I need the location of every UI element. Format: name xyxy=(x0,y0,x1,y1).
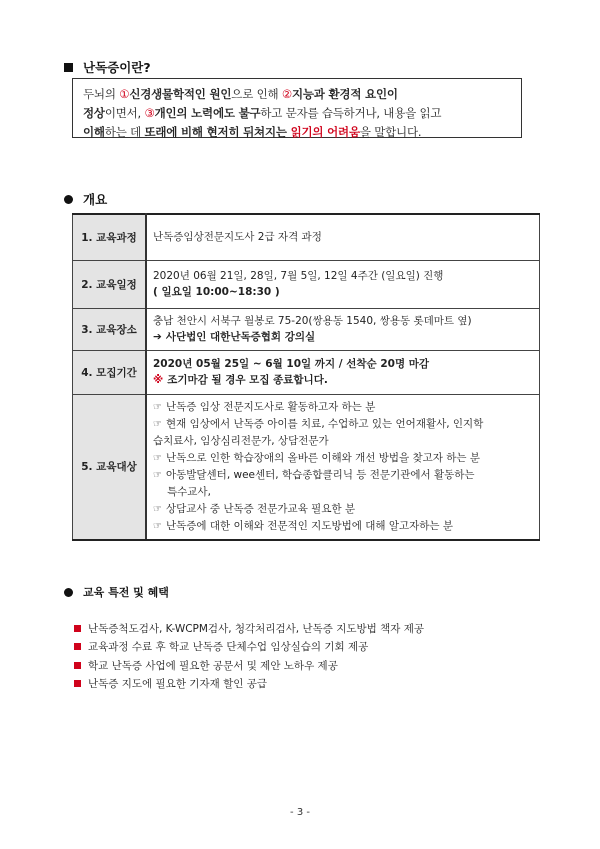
target-text: 상담교사 중 난독증 전문가교육 필요한 분 xyxy=(165,502,356,515)
def-bold-text: 개인의 노력에도 불구 xyxy=(154,106,261,120)
row-value xyxy=(146,308,540,350)
target-text: 난독증에 대한 이해와 전문적인 지도방법에 대해 알고자하는 분 xyxy=(165,519,454,532)
target-text: 난독으로 인한 학습장애의 올바른 이해와 개선 방법을 찾고자 하는 분 xyxy=(165,451,481,464)
value-text: 조기마감 될 경우 모집 종료합니다. xyxy=(167,374,328,386)
benefits-title-text: 교육 특전 및 혜택 xyxy=(83,586,169,599)
definition-title-text: 난독증이란? xyxy=(83,60,151,75)
pointing-hand-icon: ☞ xyxy=(153,469,162,481)
def-bold-text: 또래에 비해 현저히 뒤쳐지는 xyxy=(144,125,291,139)
definition-box xyxy=(72,78,522,138)
target-text: 난독증 임상 전문지도사로 활동하고자 하는 분 xyxy=(165,400,376,413)
target-text-continued: 특수교사, xyxy=(167,485,211,498)
target-item xyxy=(153,450,533,467)
pointing-hand-icon: ☞ xyxy=(153,452,162,464)
benefits-list xyxy=(74,619,424,693)
overview-title-text: 개요 xyxy=(83,192,108,207)
value-line-with-arrow xyxy=(153,329,533,345)
definition-line-3 xyxy=(83,123,511,142)
table-row xyxy=(73,214,540,260)
target-item xyxy=(153,518,533,535)
def-bold-text: 이해 xyxy=(83,125,105,139)
def-text: 두뇌의 xyxy=(83,87,120,101)
row-value xyxy=(146,350,540,394)
row-header: 5. 교육대상 xyxy=(73,394,147,540)
target-item xyxy=(153,467,533,484)
value-line: 난독증임상전문지도사 2급 자격 과정 xyxy=(153,231,322,244)
red-square-bullet-icon xyxy=(74,625,81,632)
row-value xyxy=(146,394,540,540)
def-text: 하는 데 xyxy=(104,125,145,139)
def-bold-text: 지능과 환경적 요인이 xyxy=(291,87,398,101)
benefit-text: 난독증척도검사, K-WCPM검사, 청각처리검사, 난독증 지도방법 책자 제공 xyxy=(88,622,425,635)
definition-section-title xyxy=(64,58,151,76)
target-text-continued: 습치료사, 임상심리전문가, 상담전문가 xyxy=(153,434,329,447)
black-circle-bullet-icon xyxy=(64,195,73,204)
def-bold-text: 신경생물학적인 원인 xyxy=(129,87,232,101)
list-item xyxy=(74,619,424,638)
def-text: 하고 문자를 습득하거나, 내용을 읽고 xyxy=(260,106,442,120)
red-square-bullet-icon xyxy=(74,680,81,687)
pointing-hand-icon: ☞ xyxy=(153,401,162,413)
row-header: 2. 교육일정 xyxy=(73,260,147,308)
value-line: 2020년 06월 21일, 28일, 7월 5일, 12일 4주간 (일요일) 진행 xyxy=(153,270,444,282)
table-row xyxy=(73,350,540,394)
red-square-bullet-icon xyxy=(74,662,81,669)
list-item xyxy=(74,656,424,675)
def-bold-text: 정상 xyxy=(83,106,105,120)
def-highlight-text: 읽기의 어려움 xyxy=(290,125,360,139)
black-square-bullet-icon xyxy=(64,63,73,72)
pointing-hand-icon: ☞ xyxy=(153,418,162,430)
overview-section-title xyxy=(64,190,107,208)
row-value xyxy=(146,214,540,260)
right-arrow-icon: ➔ xyxy=(153,331,162,343)
benefit-text: 난독증 지도에 필요한 기자재 할인 공급 xyxy=(88,678,267,691)
reference-mark-icon: ※ xyxy=(153,374,164,386)
definition-line-1 xyxy=(83,85,511,104)
table-row xyxy=(73,308,540,350)
value-text: 사단법인 대한난독증협회 강의실 xyxy=(165,331,316,343)
target-item xyxy=(153,399,533,416)
row-header: 4. 모집기간 xyxy=(73,350,147,394)
pointing-hand-icon: ☞ xyxy=(153,520,162,532)
circled-number: ② xyxy=(281,87,292,101)
def-text: 을 말합니다. xyxy=(359,125,422,139)
table-row xyxy=(73,260,540,308)
circled-number: ① xyxy=(119,87,130,101)
table-row xyxy=(73,394,540,540)
row-header: 1. 교육과정 xyxy=(73,214,147,260)
def-text: 이면서, xyxy=(104,106,145,120)
list-item xyxy=(74,638,424,657)
target-text: 아동발달센터, wee센터, 학습종합클리닉 등 전문기관에서 활동하는 xyxy=(165,468,475,481)
row-header: 3. 교육장소 xyxy=(73,308,147,350)
red-square-bullet-icon xyxy=(74,643,81,650)
pointing-hand-icon: ☞ xyxy=(153,503,162,515)
definition-line-2 xyxy=(83,104,511,123)
row-value xyxy=(146,260,540,308)
black-circle-bullet-icon xyxy=(64,588,73,597)
value-line: 2020년 05월 25일 ~ 6월 10일 까지 / 선착순 20명 마감 xyxy=(153,358,430,370)
target-item xyxy=(153,501,533,518)
value-line-with-note xyxy=(153,372,533,388)
target-item xyxy=(153,416,533,433)
list-item xyxy=(74,675,424,694)
circled-number: ③ xyxy=(144,106,155,120)
benefit-text: 교육과정 수료 후 학교 난독증 단체수업 임상실습의 기회 제공 xyxy=(88,641,369,654)
page-number: - 3 - xyxy=(290,807,310,818)
value-line: ( 일요일 10:00~18:30 ) xyxy=(153,286,280,298)
target-text: 현재 임상에서 난독증 아이를 치료, 수업하고 있는 언어재활사, 인지학 xyxy=(165,417,484,430)
def-text: 으로 인해 xyxy=(231,87,282,101)
benefit-text: 학교 난독증 사업에 필요한 공문서 및 제안 노하우 제공 xyxy=(88,659,338,672)
value-line: 충남 천안시 서북구 월봉로 75-20(쌍용동 1540, 쌍용동 롯데마트 옆) xyxy=(153,315,472,327)
overview-table xyxy=(72,213,540,541)
benefits-section-title xyxy=(64,584,169,600)
